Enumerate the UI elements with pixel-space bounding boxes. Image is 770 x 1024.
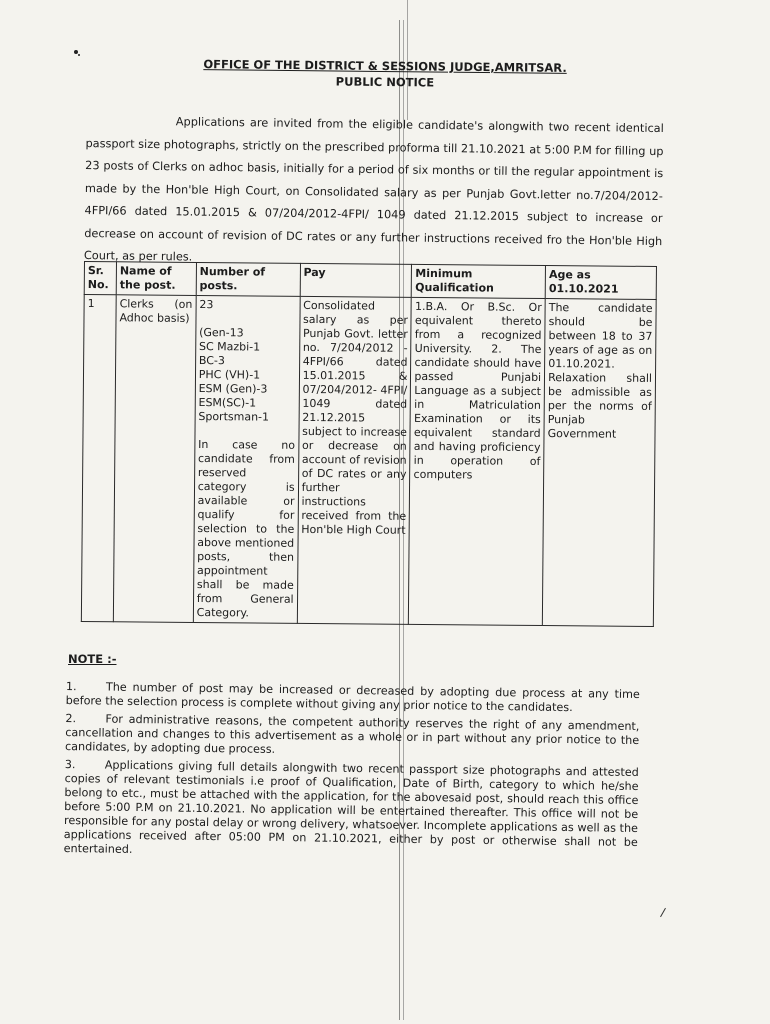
cell-sr: 1 [81, 295, 116, 622]
header-pay: Pay [300, 263, 412, 297]
pen-mark [660, 908, 666, 917]
note-text: For administrative reasons, the competent authority reserves the right of any amendment, cancellation and changes to this advertisement as a whole or in part without any prior notice to the candidates, by adopting due process. [64, 712, 640, 756]
note-item [65, 712, 640, 762]
note-number: 1. [65, 680, 77, 694]
note-item [66, 680, 640, 716]
intro-paragraph [84, 110, 664, 276]
category-item: ESM (Gen)-3 [198, 382, 268, 396]
category-item: PHC (VH)-1 [198, 368, 261, 382]
note-item [64, 758, 639, 864]
category-item: ESM(SC)-1 [198, 396, 257, 410]
notice-header [150, 56, 620, 93]
note-text: The number of post may be increased or decreased by adopting due process at any time before the selection process is complete without giving any prior notice to the candidates. [65, 680, 640, 715]
note-text: Applications giving full details alongwith two recent passport size photographs and attested copies of relevant testimonials i.e proof of Qualification, Date of Birth, category to which he/she belong to etc., must be attached with the application, for the abovesaid post, should reach this office before 5:00 P.M on 21.10.2021. No application will be entertained thereafter. This office will not be responsible for any postal delay or wrong delivery, whatsoever. Incomplete applications as well as the applications received after 05:00 PM on 21.10.2021, either by post or otherwise shall not be entertained. [63, 758, 639, 856]
header-age: Age as 01.10.2021 [545, 266, 656, 300]
cell-pay: Consolidated salary as per Punjab Govt. letter no. 7/204/2012 - 4FPI/66 dated 15.01.2015 & 07/204/2012- 4FPI/ 1049 dated 21.12.2015 subject to increase or decrease on account of revision of DC rates or any further instructions received from the Hon'ble High Court [297, 296, 412, 624]
posts-table [81, 261, 657, 627]
table-row [81, 295, 656, 627]
header-name: Name of the post. [116, 262, 196, 296]
number-note: In case no candidate from reserved category is available or qualify for selection to the above mentioned posts, then appointment shall be made from General Category. [196, 438, 296, 620]
cell-name: Clerks (on Adhoc basis) [113, 295, 196, 623]
number-total: 23 [199, 298, 214, 312]
cell-age: The candidate should be between 18 to 37 years of age as on 01.10.2021. Relaxation shall be admissible as per the norms of Punjab Government [542, 299, 656, 627]
note-label: NOTE :- [68, 652, 117, 666]
cell-number [193, 295, 300, 623]
category-item: (Gen-13 [199, 326, 244, 340]
header-sr: Sr. No. [84, 262, 116, 295]
intro-text: Applications are invited from the eligible candidate's alongwith two recent identical passport size photographs, strictly on the prescribed proforma till 21.10.2021 at 5:00 P.M for filling up 23 posts of Clerks on adhoc basis, initially for a period of six months or till the regular appointment is made by the Hon'ble High Court, on Consolidated salary as per Punjab Govt.letter no.7/204/2012-4FPI/66 dated 15.01.2015 & 07/204/2012-4FPI/ 1049 dated 21.12.2015 subject to increase or decrease on account of revision of DC rates or any further instructions received fro the Hon'ble High Court, as per rules. [83, 115, 664, 264]
notice-title: PUBLIC NOTICE [335, 74, 435, 90]
note-number: 2. [65, 711, 77, 726]
office-title: OFFICE OF THE DISTRICT & SESSIONS JUDGE,AMRITSAR. [203, 57, 567, 75]
category-item: BC-3 [198, 354, 225, 368]
note-number: 3. [64, 757, 76, 772]
table-header-row [84, 262, 656, 300]
scan-speck [78, 54, 80, 56]
header-number: Number of posts. [196, 262, 300, 296]
category-item: SC Mazbi-1 [198, 340, 261, 354]
notes-list [63, 680, 639, 868]
category-item: Sportsman-1 [198, 410, 270, 424]
cell-qualification: 1.B.A. Or B.Sc. Or equivalent thereto from a recognized University. 2. The candidate should have passed Punjabi Language as a subject in Matriculation Examination or its equivalent standard and having proficiency in operation of computers [409, 297, 546, 625]
header-qualification: Minimum Qualification [412, 264, 546, 298]
